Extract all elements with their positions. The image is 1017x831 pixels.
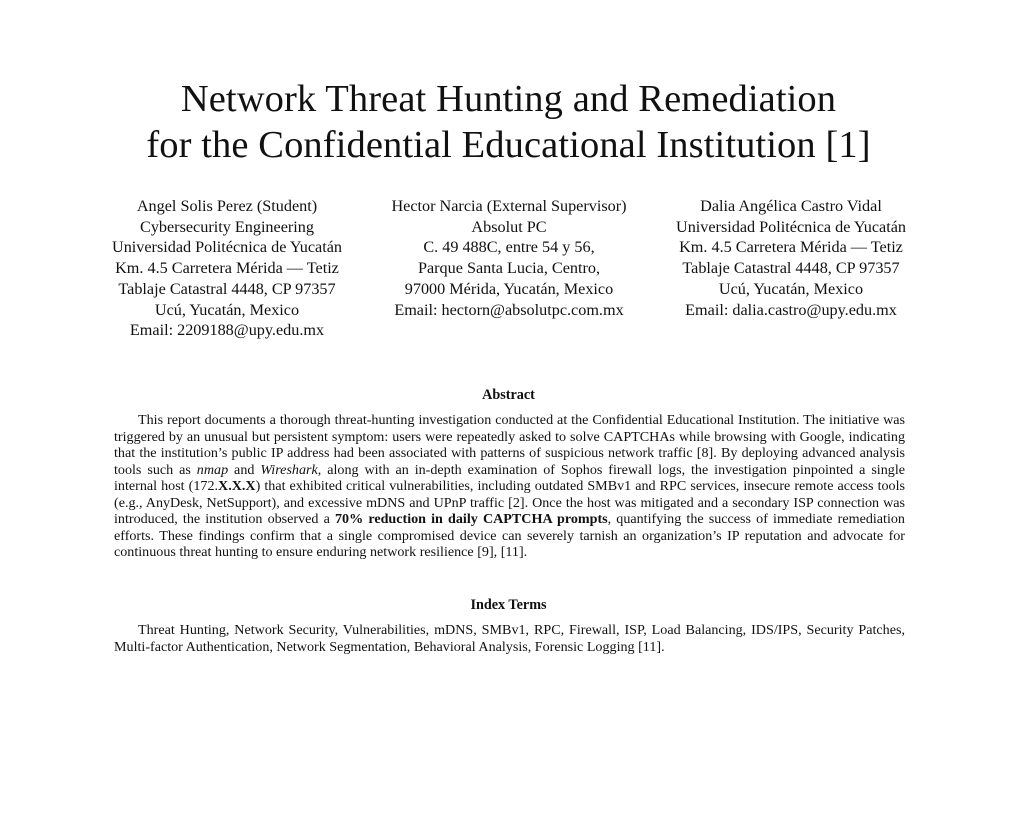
abstract-segment: and (228, 461, 261, 478)
tool-name: nmap (196, 461, 229, 478)
author-address: Parque Santa Lucia, Centro, (417, 259, 601, 278)
abstract-segment: , along with an in-depth examination of Sophos firewall logs, the investigation pinpointed a single internal host (172. (114, 461, 905, 494)
author-address: Km. 4.5 Carretera Mérida — Tetiz (679, 238, 903, 257)
tool-name: Wireshark (260, 461, 318, 478)
author-card-2 (391, 196, 626, 320)
author-email: Email: 2209188@upy.edu.mx (129, 321, 325, 340)
author-address: Ucú, Yucatán, Mexico (718, 279, 864, 298)
author-address: Km. 4.5 Carretera Mérida — Tetiz (115, 259, 339, 278)
index-terms-text (114, 622, 905, 655)
abstract-text (114, 412, 905, 561)
author-affiliation: Cybersecurity Engineering (140, 217, 314, 236)
author-email: Email: dalia.castro@upy.edu.mx (685, 300, 897, 319)
author-name: Angel Solis Perez (Student) (136, 197, 318, 215)
author-block (0, 196, 1017, 346)
key-result: 70% reduction in daily CAPTCHA prompts (335, 511, 608, 527)
author-email: Email: hectorn@absolutpc.com.mx (394, 300, 624, 319)
author-name: Dalia Angélica Castro Vidal (700, 197, 882, 215)
author-address: 97000 Mérida, Yucatán, Mexico (404, 279, 614, 298)
abstract-segment: ) that exhibited critical vulnerabilities, including outdated SMBv1 and RPC services, insecure remote access tools (e.g., AnyDesk, NetSupport), and excessive mDNS and UPnP traffic [2]. Once the host was mitigated and a secondary ISP connection was introduced, the institution observed a (114, 478, 905, 527)
author-card-3 (676, 196, 906, 320)
author-affiliation: Universidad Politécnica de Yucatán (112, 238, 342, 257)
title-line-2: for the Confidential Educational Institution [1] (146, 124, 871, 166)
author-card-1 (112, 196, 342, 341)
author-address: Tablaje Catastral 4448, CP 97357 (118, 279, 336, 298)
index-terms-heading: Index Terms (470, 597, 547, 613)
abstract-heading: Abstract (482, 387, 535, 403)
paper-title (0, 76, 1017, 168)
masked-ip: X.X.X (218, 478, 256, 494)
index-terms-list: Threat Hunting, Network Security, Vulnerabilities, mDNS, SMBv1, RPC, Firewall, ISP, Load Balancing, IDS/IPS, Security Patches, Multi-factor Authentication, Network Segmentation, Behavioral Analysis, Forensic Logging [11]. (114, 622, 905, 655)
abstract-segment: , quantifying the success of immediate remediation efforts. These findings confirm that a single compromised device can severely tarnish an organization’s IP reputation and advocate for continuous threat hunting to ensure enduring network resilience [9], [11]. (114, 511, 905, 560)
author-affiliation: Absolut PC (471, 217, 547, 236)
author-address: Ucú, Yucatán, Mexico (154, 300, 300, 319)
abstract-segment: This report documents a thorough threat-hunting investigation conducted at the Confidential Educational Institution. The initiative was triggered by an unusual but persistent symptom: users were repeatedly asked to solve CAPTCHAs while browsing with Google, indicating that the institution’s public IP address had been associated with patterns of suspicious network traffic [8]. By deploying advanced analysis tools such as (114, 412, 905, 478)
author-address: Tablaje Catastral 4448, CP 97357 (682, 259, 900, 278)
title-line-1: Network Threat Hunting and Remediation (180, 78, 837, 120)
author-name: Hector Narcia (External Supervisor) (391, 197, 627, 215)
author-address: C. 49 488C, entre 54 y 56, (423, 238, 595, 257)
author-affiliation: Universidad Politécnica de Yucatán (676, 217, 906, 236)
